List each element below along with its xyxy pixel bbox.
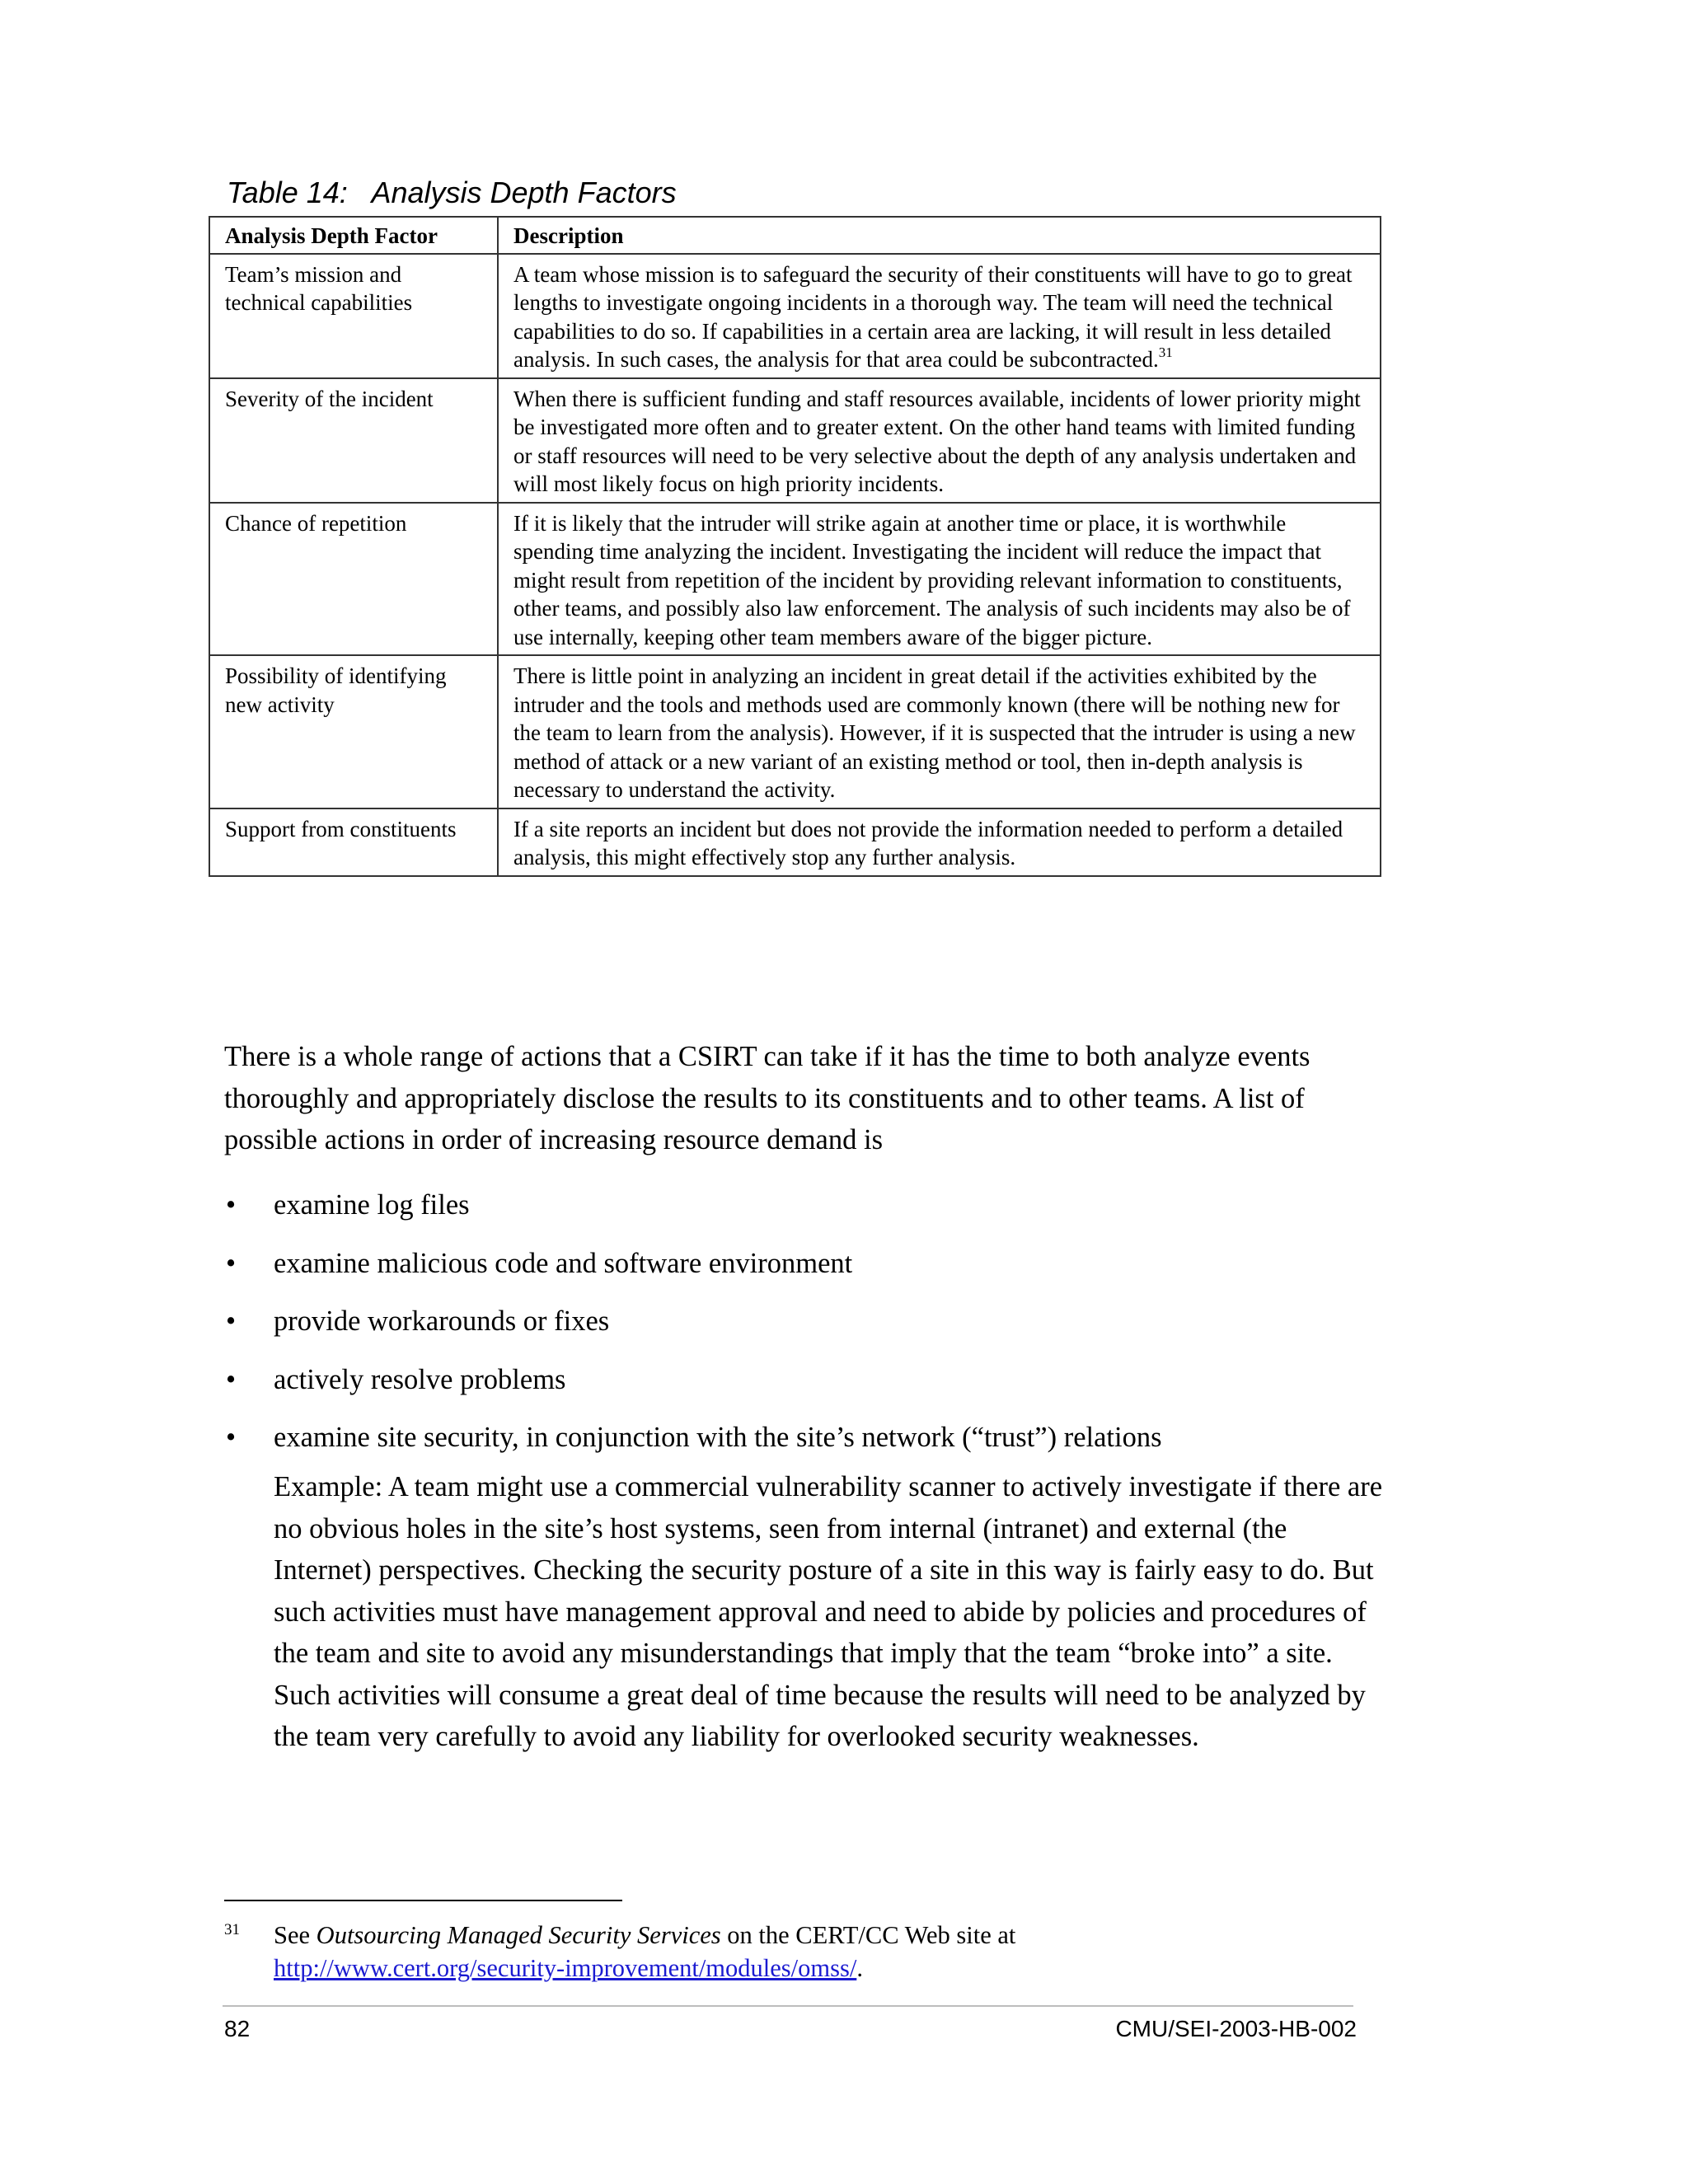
footnote-text	[274, 1919, 1378, 1985]
list-item	[224, 1359, 1378, 1401]
factor-cell: Team’s mission and technical capabilities	[209, 254, 498, 378]
list-item-text: provide workarounds or fixes	[274, 1305, 610, 1337]
list-item-text: examine log files	[274, 1189, 470, 1221]
list-item	[224, 1184, 1378, 1226]
footnote-divider	[224, 1900, 622, 1901]
bullet-icon: •	[226, 1363, 237, 1395]
table-row	[209, 503, 1381, 656]
table-row	[209, 254, 1381, 378]
description-cell: If it is likely that the intruder will strike again at another time or place, it is worthwhile spending time analyzing the incident. Investigating the incident will reduce the impact that might result from repetition of the incident by providing relevant information to constituents, other teams, and possibly also law enforcement. The analysis of such incidents may also be of use internally, keeping other team members aware of the bigger picture.	[498, 503, 1381, 656]
column-header-factor: Analysis Depth Factor	[209, 217, 498, 254]
footnote-middle: on the CERT/CC Web site at	[720, 1921, 1016, 1949]
column-header-description: Description	[498, 217, 1381, 254]
bullet-icon: •	[226, 1189, 237, 1221]
list-item-text: actively resolve problems	[274, 1363, 566, 1395]
analysis-depth-table	[209, 216, 1381, 877]
table-row	[209, 808, 1381, 876]
bullet-icon: •	[226, 1305, 237, 1337]
factor-cell: Chance of repetition	[209, 503, 498, 656]
description-cell: If a site reports an incident but does not provide the information needed to perform a detailed analysis, this might effectively stop any further analysis.	[498, 808, 1381, 876]
description-text: A team whose mission is to safeguard the security of their constituents will have to go to great lengths to investigate ongoing incidents in a thorough way. The team will need the technical capabilities to do so. If capabilities in a certain area are lacking, it will result in less detailed analysis. In such cases, the analysis for that area could be subcontracted.	[513, 261, 1353, 372]
factor-cell: Support from constituents	[209, 808, 498, 876]
description-cell: There is little point in analyzing an incident in great detail if the activities exhibited by the intruder and the tools and methods used are commonly known (there will be nothing new for the team to learn from the analysis). However, if it is suspected that the intruder is using a new method of attack or a new variant of an existing method or tool, then in-depth analysis is necessary to understand the activity.	[498, 655, 1381, 808]
footnote-prefix: See	[274, 1921, 316, 1949]
list-item	[224, 1417, 1378, 1459]
example-paragraph: Example: A team might use a commercial vulnerability scanner to actively investigate if there are no obvious holes in the site’s host systems, seen from internal (intranet) and external (the Internet) perspectives. Checking the security posture of a site in this way is fairly easy to do. But such activities must have management approval and need to abide by policies and procedures of the team and site to avoid any misunderstandings that imply that the team “broke into” a site. Such activities will consume a great deal of time because the results will need to be analyzed by the team very carefully to avoid any liability for overlooked security weaknesses.	[274, 1471, 1383, 1752]
action-list	[224, 1184, 1378, 1475]
list-item	[224, 1301, 1378, 1343]
footnote	[224, 1919, 1378, 1985]
factor-cell: Severity of the incident	[209, 378, 498, 503]
page-number: 82	[224, 2016, 251, 2041]
table-row	[209, 655, 1381, 808]
footnote-reference[interactable]: 31	[1158, 344, 1173, 360]
list-item	[224, 1243, 1378, 1285]
bullet-icon: •	[226, 1247, 237, 1279]
table-caption: Table 14: Analysis Depth Factors	[227, 176, 677, 209]
footnote-number: 31	[224, 1921, 240, 1938]
footnote-link[interactable]: http://www.cert.org/security-improvement/modules/omss/	[274, 1954, 857, 1982]
list-item-text: examine malicious code and software environment	[274, 1247, 853, 1279]
footer-divider	[223, 2005, 1353, 2007]
list-item-text: examine site security, in conjunction with the site’s network (“trust”) relations	[274, 1422, 1162, 1453]
footnote-title: Outsourcing Managed Security Services	[316, 1921, 721, 1949]
description-cell: When there is sufficient funding and staff resources available, incidents of lower priority might be investigated more often and to greater extent. On the other hand teams with limited funding or staff resources will need to be very selective about the depth of any analysis undertaken and will most likely focus on high priority incidents.	[498, 378, 1381, 503]
factor-cell: Possibility of identifying new activity	[209, 655, 498, 808]
table-row	[209, 378, 1381, 503]
table-header-row	[209, 217, 1381, 254]
intro-paragraph: There is a whole range of actions that a CSIRT can take if it has the time to both analyze events thoroughly and appropriately disclose the results to its constituents and to other teams. A list of possible actions in order of increasing resource demand is	[224, 1041, 1311, 1155]
document-id: CMU/SEI-2003-HB-002	[1115, 2016, 1357, 2041]
description-cell	[498, 254, 1381, 378]
bullet-icon: •	[226, 1422, 237, 1453]
footnote-suffix: .	[856, 1954, 863, 1982]
